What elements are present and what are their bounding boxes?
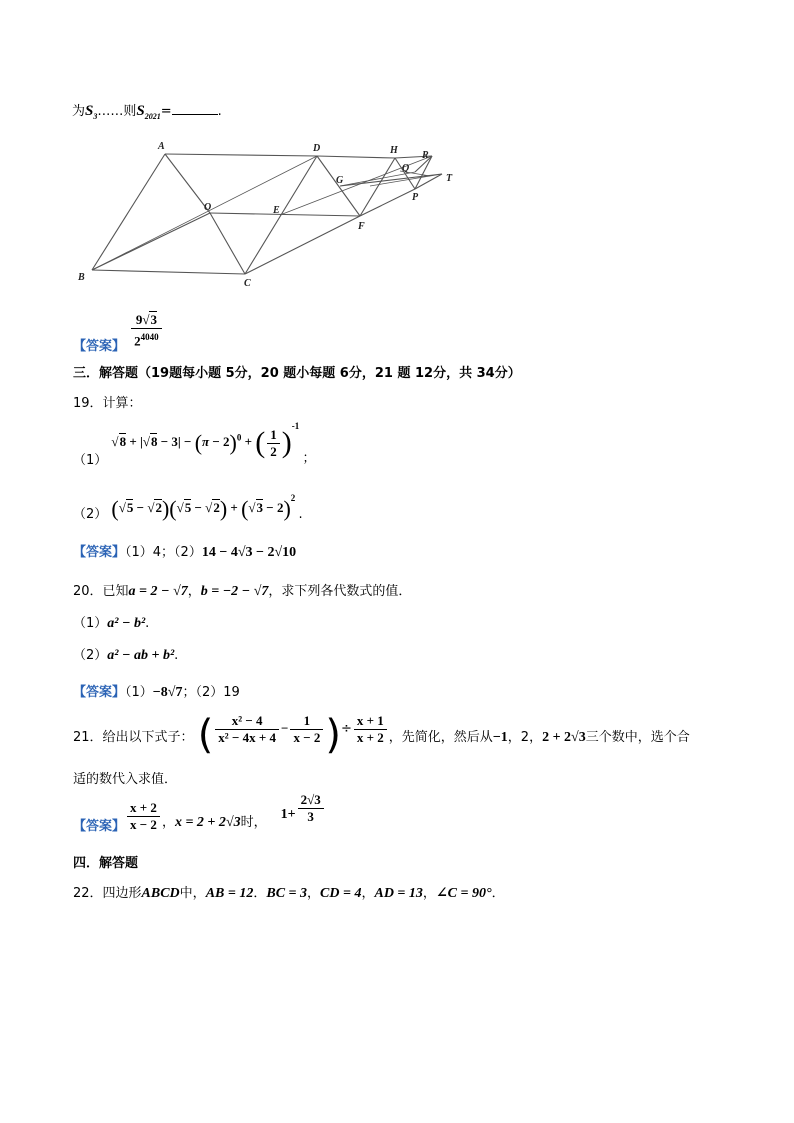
answer-tag: 【答案】 xyxy=(73,339,126,355)
label-B: B xyxy=(78,272,85,283)
answer-20: 【答案】（1）−8√7；（2）19 xyxy=(73,685,240,700)
label-P: P xyxy=(412,192,419,203)
geometry-figure xyxy=(70,138,470,298)
answer-21-result-frac: $\frac{2√3}{3}$ xyxy=(298,792,324,825)
q21-frac2: $\frac{1}{x - 2}$ xyxy=(290,713,323,746)
q22-stem: 22．四边形ABCD中，AB = 12．BC = 3，CD = 4，AD = 13，∠C = 90°． xyxy=(73,886,505,901)
answer-18-fraction: $\frac{9√3}{2^{4040}}$ xyxy=(131,312,162,349)
label-C: C xyxy=(244,278,251,289)
q19-stem: 19．计算： xyxy=(73,396,142,411)
prefix-text: 为 xyxy=(72,104,86,119)
section-4-title: 四．解答题 xyxy=(73,856,139,871)
equals-sign: = xyxy=(160,104,172,119)
answer-19: 【答案】（1）4；（2）14 − 4√3 − 2√10 xyxy=(73,545,297,560)
edge-BD xyxy=(92,156,317,270)
q20-stem: 20．已知a = 2 − √7，b = −2 − √7，求下列各代数式的值． xyxy=(73,584,412,599)
q19-part1: （1） $√8 + |√8 - 3| - (\pi - 2)^0$ + ( $\frac{1}{2}$ )$^{-1}$ ； xyxy=(73,420,316,468)
answer-21: 【答案】 $\frac{x + 2}{x - 2}$ ，x = 2 + 2√3时，1+ $\frac{2√3}{3}$ xyxy=(73,800,326,844)
s3-symbol: $S_3$ xyxy=(85,103,98,121)
q18-tail-line xyxy=(72,100,222,121)
label-R: R xyxy=(422,150,429,161)
label-F: F xyxy=(358,221,365,232)
period: . xyxy=(217,104,222,119)
label-T: T xyxy=(446,173,453,184)
label-G: G xyxy=(336,175,344,186)
label-E: E xyxy=(273,205,280,216)
q19-part1-expr: $√8 + |√8 - 3| - (\pi - 2)^0$ + ( $\frac{1}{2}$ )$^{-1}$ xyxy=(111,420,300,459)
edge-AD xyxy=(165,154,317,156)
label-O: O xyxy=(204,202,212,213)
edge-BC xyxy=(92,270,245,274)
q21-frac1: $\frac{\text{x² − 4}}{\text{x² − 4x + 4}}$ xyxy=(215,713,279,746)
section-3-title: 三．解答题（19题每小题 5分，20 题小每题 6分，21 题 12分，共 34分） xyxy=(73,366,521,381)
label-H: H xyxy=(390,145,398,156)
answer-18 xyxy=(73,312,164,355)
q21-line2: 适的数代入求值． xyxy=(73,772,178,787)
edge-DF xyxy=(317,156,360,216)
q19-part2-expr: $(√5 - √2)(√5 - √2) + (√3 - 2)^2$ xyxy=(111,492,296,521)
label-A: A xyxy=(158,141,165,152)
q20-part1: （1）a² − b². xyxy=(73,616,150,631)
q19-part2: （2） $(√5 - √2)(√5 - √2) + (√3 - 2)^2$ . xyxy=(73,492,303,522)
s2021-symbol: $S_{2021}$ xyxy=(136,103,161,121)
label-D: D xyxy=(313,143,321,154)
answer-blank xyxy=(172,102,218,115)
edge-DH xyxy=(317,156,395,158)
q21-frac3: $\frac{x + 1}{x + 2}$ xyxy=(354,713,387,746)
label-Q: Q xyxy=(402,163,410,174)
edge-OC xyxy=(210,213,245,274)
dots-text: ……则 xyxy=(97,104,137,119)
q21-stem: 21．给出以下式子： ( $\frac{\text{x² − 4}}{\text{x² − 4x + 4}}$ − $\frac{1}{x - 2}$ )÷ $\frac{x + 1}{x + 2}$ ，先简化，然后从−1，2，2 + 2√3三个数中，选个合 xyxy=(73,712,690,758)
q20-part2: （2）a² − ab + b². xyxy=(73,648,179,663)
answer-21-frac: $\frac{x + 2}{x - 2}$ xyxy=(127,800,160,833)
